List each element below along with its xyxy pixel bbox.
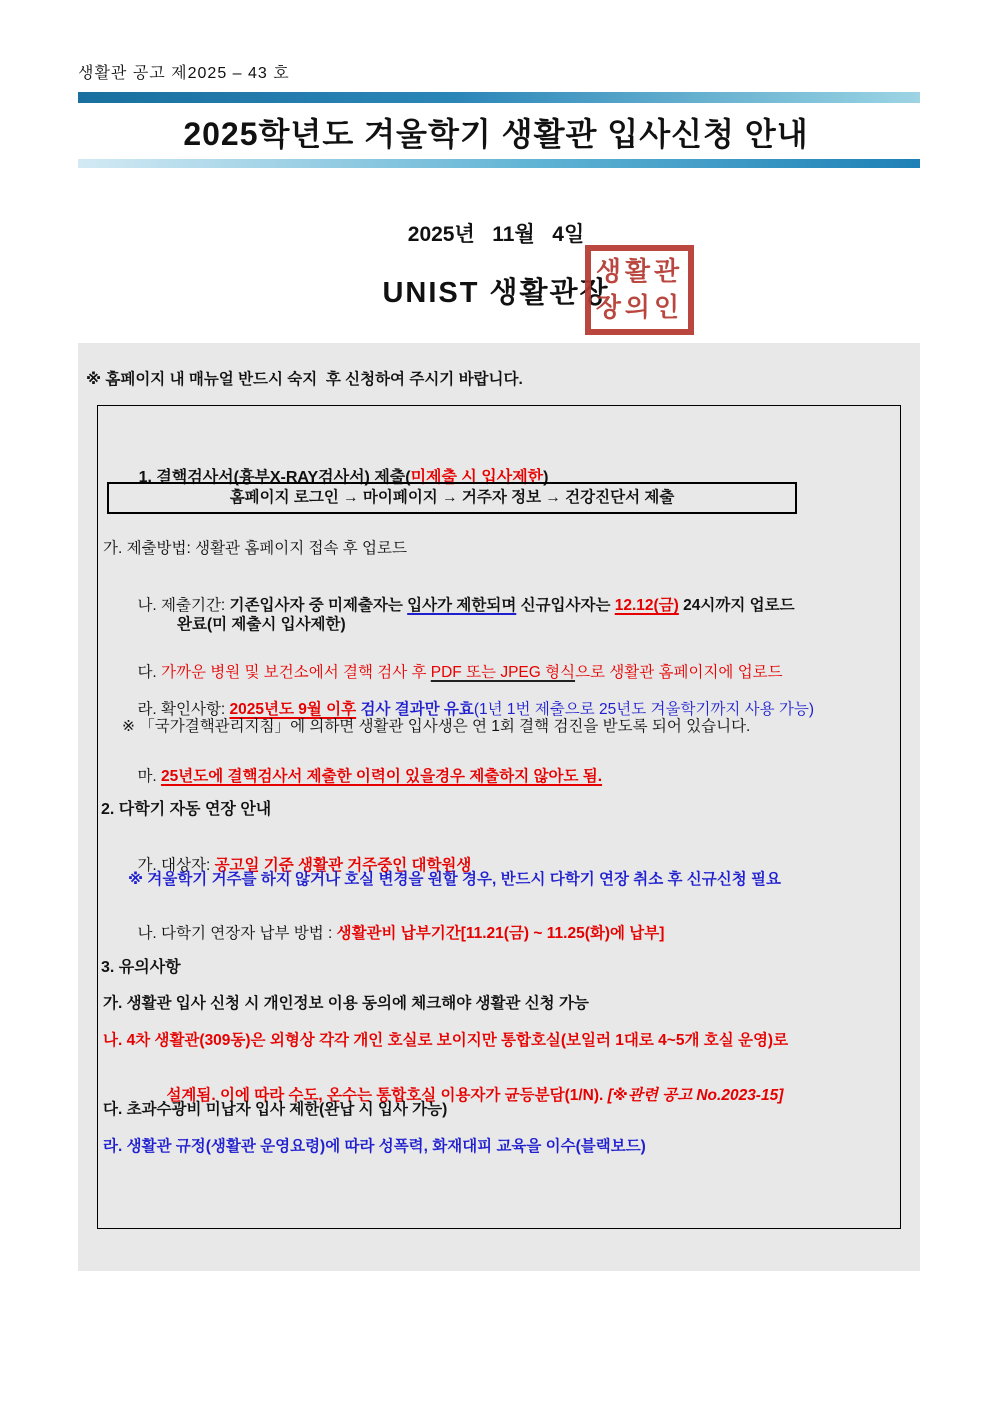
notice-panel (78, 343, 920, 1271)
item-1-ga: 가. 제출방법: 생활관 홈페이지 접속 후 업로드 (103, 540, 407, 557)
item-1-na-underlined: 입사가 제한되며 (407, 597, 517, 614)
flow-steps-box: 홈페이지 로그인 → 마이페이지 → 거주자 정보 → 건강진단서 제출 (107, 482, 797, 514)
item-1-ra-paren: (1년 1번 제출으로 25년도 겨울학기까지 사용 가능) (473, 701, 815, 718)
signer-line: UNIST 생활관장 (382, 277, 610, 309)
item-1-ra-valid: 검사 결과만 유효 (356, 701, 474, 718)
item-2-na (103, 905, 664, 962)
item-1-na-bold3: 24시까지 업로드 (678, 597, 795, 614)
item-2-na-label: 나. 다학기 연장자 납부 방법 : (137, 925, 337, 942)
item-1-ma-label: 마. (137, 768, 162, 785)
section1-heading-text: 1. 결핵검사서(흉부X-RAY검사서) 제출( (138, 469, 411, 486)
item-3-da: 다. 초과수광비 미납자 입사 제한(완납 시 입사 가능) (103, 1101, 448, 1118)
item-1-da-red2: 으로 생활관 홈페이지에 업로드 (575, 664, 783, 681)
item-1-da-format: PDF 또는 JPEG 형식 (430, 664, 576, 681)
item-3-ga: 가. 생활관 입사 신청 시 개인정보 이용 동의에 체크해야 생활관 신청 가능 (103, 995, 589, 1012)
page-title: 2025학년도 겨울학기 생활관 입사신청 안내 (183, 116, 809, 152)
title-divider-bottom (78, 159, 920, 168)
item-1-na-continuation: 완료(미 제출시 입사제한) (177, 616, 346, 633)
item-1-ma (103, 748, 602, 805)
item-2-ga-label: 가. 대상자: (137, 857, 215, 874)
date-line: 2025년 11월 4일 (407, 223, 585, 246)
item-3-ra: 라. 생활관 규정(생활관 운영요령)에 따라 성폭력, 화재대피 교육을 이수(블랙보드) (103, 1138, 646, 1155)
item-1-na-bold1: 기존입사자 중 미제출자는 (229, 597, 408, 614)
item-1-note: ※ 「국가결핵관리지침」에 의하면 생활관 입사생은 연 1회 결핵 검진을 받도록 되어 있습니다. (122, 718, 751, 735)
item-3-na-reference: [※관련 공고 No.2023-15] (607, 1087, 784, 1104)
item-2-na-red: 생활관비 납부기간[11.21(금) ~ 11.25(화)에 납부] (336, 925, 665, 942)
item-2-ga-red: 공고일 기준 생활관 거주중인 대학원생 (214, 857, 472, 874)
section3-heading: 3. 유의사항 (101, 959, 181, 976)
official-seal-stamp (585, 245, 694, 335)
item-2-note: ※ 겨울학기 거주를 하지 않거나 호실 변경을 원할 경우, 반드시 다학기 연장 취소 후 신규신청 필요 (128, 871, 781, 888)
item-1-da-red1: 가까운 병원 및 보건소에서 결핵 검사 후 (161, 664, 431, 681)
seal-text-row2: 장의인 (595, 292, 684, 322)
content-box (97, 405, 901, 1229)
title-divider-top (78, 92, 920, 103)
section1-heading-red: 미제출 시 입사제한 (410, 469, 544, 486)
item-1-na-label: 나. 제출기간: (137, 597, 230, 614)
item-1-na-bold2: 신규입사자는 (516, 597, 615, 614)
item-1-ra-label: 라. 확인사항: (137, 701, 230, 718)
item-1-ma-red: 25년도에 결핵검사서 제출한 이력이 있을경우 제출하지 않아도 됨. (161, 768, 603, 785)
section1-heading-close: ) (543, 469, 549, 486)
item-1-na-deadline: 12.12(금) (614, 597, 679, 614)
item-1-ra-period: 2025년도 9월 이후 (229, 701, 357, 718)
doc-number: 생활관 공고 제2025 – 43 호 (78, 65, 290, 82)
section2-heading: 2. 다학기 자동 연장 안내 (101, 801, 272, 818)
seal-text-row1: 생활관 (595, 257, 684, 287)
item-1-da-label: 다. (137, 664, 162, 681)
item-3-na-line1: 나. 4차 생활관(309동)은 외형상 각각 개인 호실로 보이지만 통합호실(보일러 1대로 4~5개 호실 운영)로 (103, 1032, 789, 1049)
item-3-na-line2-text: 설계됨. 이에 따라 수도, 온수는 통합호실 이용자가 균등분담(1/N). (166, 1087, 608, 1104)
manual-notice: ※ 홈페이지 내 매뉴얼 반드시 숙지 후 신청하여 주시기 바랍니다. (86, 371, 523, 388)
